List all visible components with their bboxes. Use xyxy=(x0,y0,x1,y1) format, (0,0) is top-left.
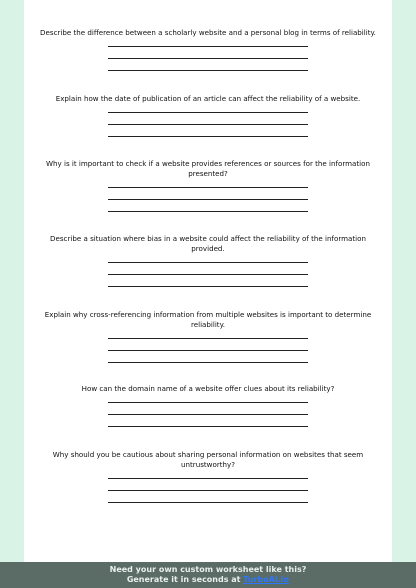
promo-footer xyxy=(0,562,416,588)
answer-line[interactable] xyxy=(108,502,308,503)
footer-line-2-prefix: Generate it in seconds at xyxy=(126,575,244,584)
answer-line[interactable] xyxy=(108,402,308,403)
answer-line[interactable] xyxy=(108,187,308,188)
worksheet-page xyxy=(24,0,392,562)
question-text: Explain how the date of publication of an article can affect the reliability of a website. xyxy=(55,94,361,103)
answer-line[interactable] xyxy=(108,211,308,212)
question-4 xyxy=(24,234,392,287)
answer-line[interactable] xyxy=(108,46,308,47)
answer-line[interactable] xyxy=(108,350,308,351)
question-text: Why should you be cautious about sharing personal information on websites that seem untrustworthy? xyxy=(52,450,364,469)
answer-line[interactable] xyxy=(108,124,308,125)
question-text: How can the domain name of a website offer clues about its reliability? xyxy=(81,384,335,393)
answer-line[interactable] xyxy=(108,286,308,287)
footer-line-1: Need your own custom worksheet like this? xyxy=(109,565,307,574)
answer-line[interactable] xyxy=(108,70,308,71)
question-text: Explain why cross-referencing information from multiple websites is important to determine reliability. xyxy=(44,310,372,329)
question-1 xyxy=(24,28,392,71)
answer-line[interactable] xyxy=(108,478,308,479)
question-text: Describe the difference between a scholarly website and a personal blog in terms of reliability. xyxy=(40,28,376,37)
question-text: Why is it important to check if a website provides references or sources for the information presented? xyxy=(46,159,370,178)
answer-line[interactable] xyxy=(108,338,308,339)
footer-line-2 xyxy=(0,575,416,585)
question-5 xyxy=(24,310,392,363)
question-2 xyxy=(24,94,392,137)
answer-line[interactable] xyxy=(108,274,308,275)
footer-link[interactable]: TurboAI.io xyxy=(243,575,290,584)
answer-line[interactable] xyxy=(108,426,308,427)
answer-line[interactable] xyxy=(108,362,308,363)
answer-line[interactable] xyxy=(108,136,308,137)
answer-line[interactable] xyxy=(108,112,308,113)
question-7 xyxy=(24,450,392,503)
answer-line[interactable] xyxy=(108,262,308,263)
answer-line[interactable] xyxy=(108,199,308,200)
question-text: Describe a situation where bias in a website could affect the reliability of the information provided. xyxy=(50,234,366,253)
answer-line[interactable] xyxy=(108,490,308,491)
answer-line[interactable] xyxy=(108,58,308,59)
question-6 xyxy=(24,384,392,427)
question-3 xyxy=(24,159,392,212)
answer-line[interactable] xyxy=(108,414,308,415)
